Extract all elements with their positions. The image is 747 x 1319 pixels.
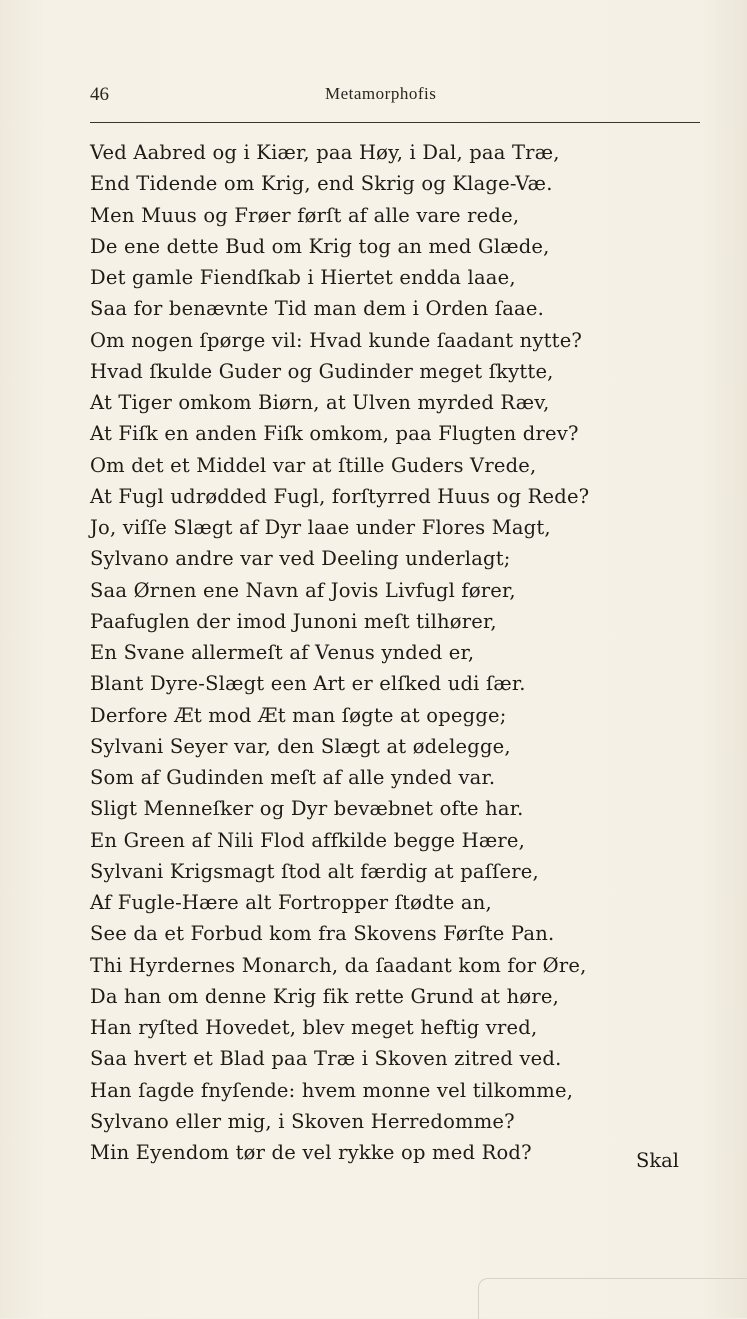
verse-line: End Tidende om Krig, end Skrig og Klage-Væ.	[90, 172, 553, 196]
verse-line: Derfore Æt mod Æt man ſøgte at opegge;	[90, 703, 507, 727]
running-title: Metamorphofis	[325, 84, 437, 103]
verse-line: At Fugl udrødded Fugl, forſtyrred Huus og Rede?	[90, 484, 590, 508]
verse-line: Han ſagde fnyſende: hvem monne vel tilkomme,	[90, 1078, 574, 1102]
verse-line: Sylvani Krigsmagt ſtod alt færdig at paſſere,	[90, 859, 539, 883]
verse-line: At Tiger omkom Biørn, at Ulven myrded Ræv,	[90, 391, 550, 414]
verse-line: Om det et Middel var at ſtille Guders Vrede,	[90, 453, 537, 477]
verse-line: Sligt Menneſker og Dyr bevæbnet ofte har.	[90, 797, 524, 821]
verse-line: Om nogen ſpørge vil: Hvad kunde ſaadant nytte?	[90, 328, 583, 352]
page-number: 46	[90, 84, 109, 105]
verse-line: En Green af Nili Flod affkilde begge Hære,	[90, 828, 526, 852]
verse-line: Paafuglen der imod Junoni meſt tilhører,	[90, 609, 497, 633]
verse-line: Saa Ørnen ene Navn af Jovis Livfugl fører,	[90, 578, 516, 602]
verse-line: Sylvano eller mig, i Skoven Herredomme?	[90, 1109, 515, 1133]
verse-line: Blant Dyre-Slægt een Art er elſked udi ſær.	[90, 672, 526, 696]
page-header	[90, 84, 700, 114]
verse-line: Jo, viſſe Slægt af Dyr laae under Flores Magt,	[90, 516, 551, 539]
verse-line: Saa for benævnte Tid man dem i Orden ſaae.	[90, 297, 544, 321]
verse-line: At Fiſk en anden Fiſk omkom, paa Flugten drev?	[90, 422, 579, 446]
verse-line: Sylvano andre var ved Deeling underlagt;	[90, 547, 511, 571]
verse-line: See da et Forbud kom fra Skovens Førſte Pan.	[90, 922, 555, 946]
verse-line: Af Fugle-Hære alt Fortropper ſtødte an,	[90, 891, 492, 914]
verse-line: Han ryſted Hovedet, blev meget heftig vred,	[90, 1016, 538, 1039]
header-rule	[90, 122, 700, 123]
verse-line: Hvad ſkulde Guder og Gudinder meget ſkytte,	[90, 359, 554, 383]
verse-line: Thi Hyrdernes Monarch, da ſaadant kom for Øre,	[90, 953, 587, 977]
verse-line: Ved Aabred og i Kiær, paa Høy, i Dal, paa Træ,	[90, 141, 560, 164]
verse-line: Sylvani Seyer var, den Slægt at ødelegge,	[90, 734, 511, 758]
page-corner-edge	[478, 1278, 747, 1319]
verse-line: Men Muus og Frøer førſt af alle vare rede,	[90, 203, 520, 227]
verse-line: Min Eyendom tør de vel rykke op med Rod?	[90, 1141, 532, 1164]
verse-line: De ene dette Bud om Krig tog an med Glæde,	[90, 234, 550, 258]
verse-line: Som af Gudinden meſt af alle ynded var.	[90, 766, 496, 789]
poem-text	[90, 137, 705, 1168]
verse-line: En Svane allermeſt af Venus ynded er,	[90, 641, 475, 664]
verse-line: Da han om denne Krig fik rette Grund at høre,	[90, 984, 559, 1008]
verse-line: Det gamle Fiendſkab i Hiertet endda laae,	[90, 266, 516, 289]
catchword: Skal	[636, 1149, 680, 1172]
verse-line: Saa hvert et Blad paa Træ i Skoven zitred ved.	[90, 1047, 562, 1071]
